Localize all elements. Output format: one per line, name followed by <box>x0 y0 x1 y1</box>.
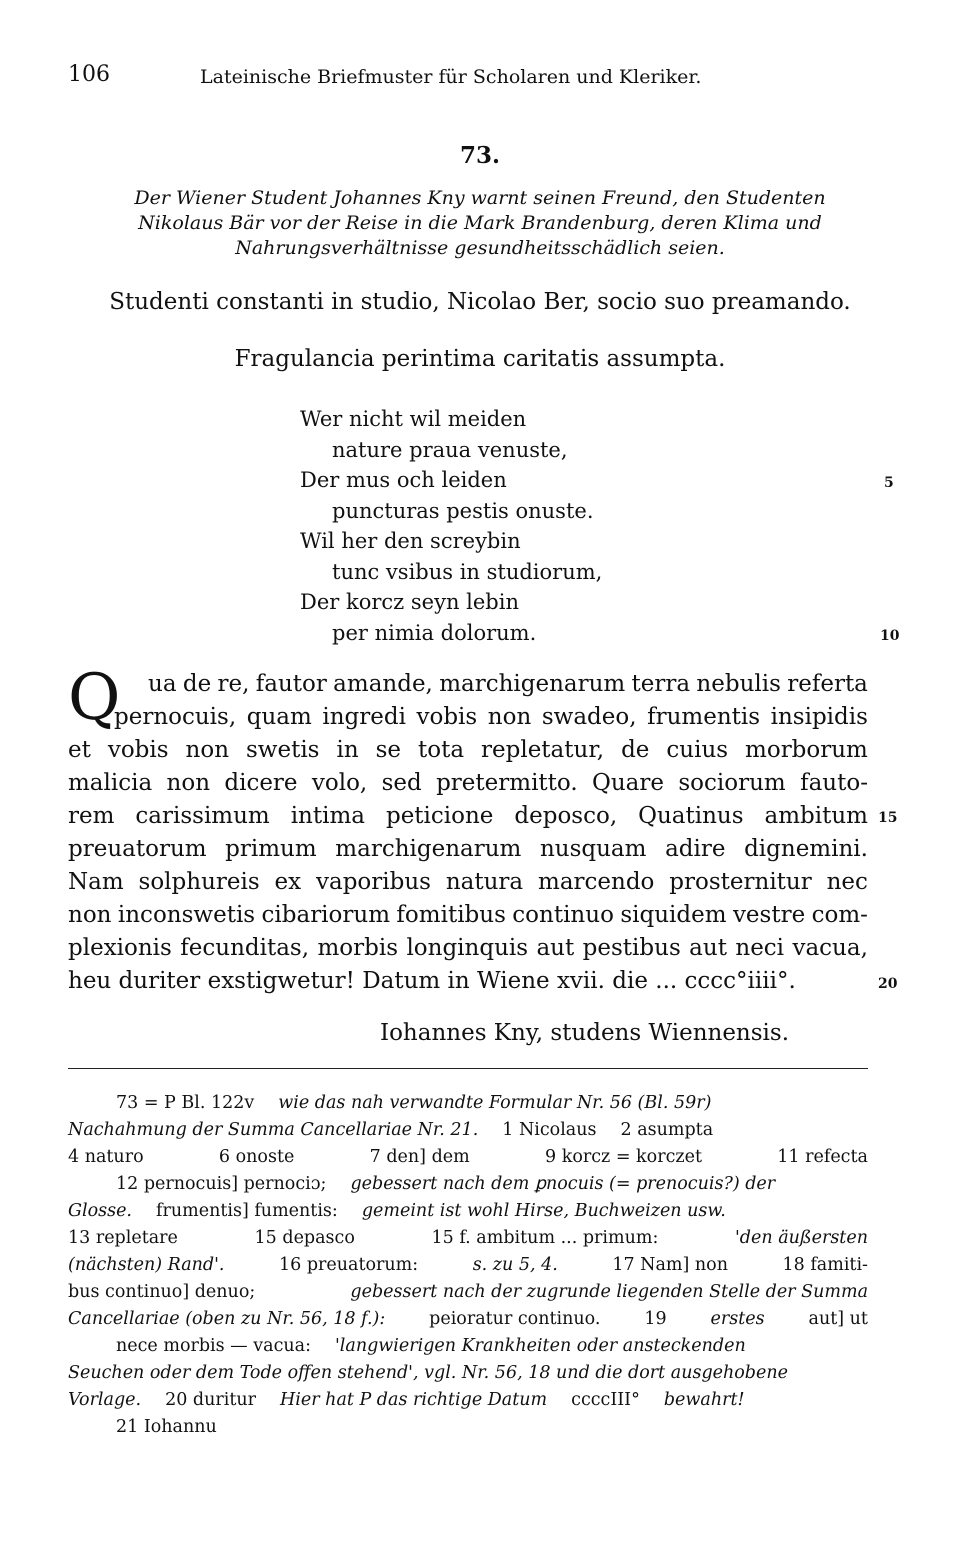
body-word: de <box>182 671 212 697</box>
body-word: Quare <box>592 770 665 796</box>
summary-line: Nikolaus Bär vor der Reise in die Mark Brandenburg, deren Klima und <box>138 212 822 234</box>
footnote-text: bus continuo] denuo; <box>68 1282 256 1302</box>
footnote-line <box>68 1252 868 1279</box>
body-word: swetis <box>245 737 320 763</box>
footnote-text: frumentis] fumentis: <box>156 1201 338 1221</box>
body-word: sed <box>381 770 422 796</box>
footnote-text: 15 depasco <box>254 1228 355 1248</box>
letter-body <box>68 661 868 998</box>
poem-verse: Wil her den screybin <box>300 529 521 553</box>
footnote-text: 21 Iohannu <box>116 1417 217 1437</box>
body-word: fauto- <box>800 770 868 796</box>
body-word: frumentis <box>647 704 761 730</box>
footnote-text: erstes <box>710 1309 765 1329</box>
body-word: aut <box>536 935 575 961</box>
summary-line: Der Wiener Student Johannes Kny warnt seinen Freund, den Studenten <box>134 187 826 209</box>
body-line <box>68 899 868 932</box>
body-word: non <box>185 737 230 763</box>
body-word: swadeo, <box>541 704 637 730</box>
body-word: quam <box>246 704 312 730</box>
footnote-text: Seuchen oder dem Tode offen stehend', vgl. Nr. 56, 18 und die dort ausgehobene <box>68 1363 788 1383</box>
body-word: pretermitto. <box>436 770 578 796</box>
footnote-line <box>68 1171 868 1198</box>
footnote-text: (nächsten) Rand'. <box>68 1255 225 1275</box>
body-word: sociorum <box>678 770 786 796</box>
body-word: cibariorum <box>261 902 391 928</box>
footnote-text: 7 den] dem <box>369 1147 470 1167</box>
body-word: marchigenarum <box>439 671 626 697</box>
footnote-rule <box>68 1068 868 1069</box>
footnote-line <box>68 1225 868 1252</box>
body-word: nebulis <box>696 671 781 697</box>
footnote-text: s. zu 5, 4. <box>472 1255 558 1275</box>
body-word: vobis <box>416 704 478 730</box>
body-word: nec <box>826 869 868 895</box>
footnote-text: gebessert nach dem ꝑnocuis (= prenocuis?) der <box>350 1174 776 1194</box>
footnote-text: 20 duritur <box>165 1390 257 1410</box>
body-word: amande, <box>333 671 433 697</box>
body-word: rem <box>68 803 115 829</box>
footnote-text: 11 refecta <box>777 1147 868 1167</box>
body-word: fomitibus <box>396 902 506 928</box>
poem <box>300 404 800 648</box>
footnote-text: 2 asumpta <box>620 1120 714 1140</box>
footnote-line <box>68 1279 868 1306</box>
body-line <box>68 800 868 833</box>
body-word: neci <box>735 935 785 961</box>
running-title: Lateinische Briefmuster für Scholaren und Kleriker. <box>200 66 702 88</box>
footnote-text: nece morbis — vacua: <box>116 1336 311 1356</box>
body-word: marcendo <box>538 869 655 895</box>
body-word: solphureis <box>138 869 260 895</box>
body-word: marchigenarum <box>335 836 522 862</box>
poem-verse: Der mus och leiden <box>300 468 507 492</box>
body-word: morborum <box>745 737 868 763</box>
poem-verse: tunc vsibus in studiorum, <box>332 559 603 584</box>
body-word: preuatorum <box>68 836 207 862</box>
body-word: et <box>68 737 91 763</box>
body-word: vaporibus <box>316 869 431 895</box>
footnote-text: gebessert nach der zugrunde liegenden Stelle der Summa <box>350 1282 868 1302</box>
footnote-text: 18 famiti- <box>782 1255 868 1275</box>
page-number: 106 <box>68 62 110 87</box>
body-word: ex <box>274 869 302 895</box>
line-number: 20 <box>878 976 898 992</box>
footnote-text: 12 pernocuis] pernociɔ; <box>116 1174 327 1194</box>
footnote-line <box>68 1414 868 1441</box>
body-word: carissimum <box>135 803 270 829</box>
body-word: peticione <box>385 803 494 829</box>
summary-line: Nahrungsverhältnisse gesundheitsschädlich seien. <box>235 237 725 259</box>
body-word: natura <box>445 869 524 895</box>
body-word: fecunditas, <box>180 935 310 961</box>
body-line <box>68 701 868 734</box>
footnote-text: 16 preuatorum: <box>279 1255 419 1275</box>
line-number: 5 <box>884 475 894 491</box>
poem-verse: Der korcz seyn lebin <box>300 590 519 614</box>
body-word: dicere <box>224 770 298 796</box>
letter-number: 73. <box>459 142 500 169</box>
body-word: insipidis <box>770 704 868 730</box>
footnote-text: 19 <box>644 1309 667 1329</box>
body-word: continuo <box>512 902 614 928</box>
footnote-text: 13 repletare <box>68 1228 178 1248</box>
footnote-text: wie das nah verwandte Formular Nr. 56 (Bl. 59r) <box>278 1093 712 1113</box>
body-word: Nam <box>68 869 124 895</box>
body-word: prosternitur <box>669 869 812 895</box>
body-word: terra <box>631 671 691 697</box>
poem-verse: per nimia dolorum. <box>332 620 537 645</box>
footnote-line <box>68 1090 868 1117</box>
body-word: non <box>166 770 211 796</box>
body-word: volo, <box>311 770 368 796</box>
body-word: deposco, <box>514 803 618 829</box>
footnote-text: Cancellariae (oben zu Nr. 56, 18 f.): <box>68 1309 386 1329</box>
body-word: intima <box>290 803 365 829</box>
letter-salutation: Fragulancia perintima caritatis assumpta. <box>234 346 726 372</box>
poem-verse: puncturas pestis onuste. <box>332 498 594 523</box>
body-word: primum <box>225 836 317 862</box>
body-word: dignemini. <box>744 836 868 862</box>
letter-address: Studenti constanti in studio, Nicolao Ber, socio suo preamando. <box>109 289 851 315</box>
body-word: tota <box>418 737 465 763</box>
footnote-text: 'langwierigen Krankheiten oder ansteckenden <box>334 1336 746 1356</box>
footnote-line <box>68 1306 868 1333</box>
body-word: se <box>375 737 402 763</box>
footnote-text: peioratur continuo. <box>429 1309 601 1329</box>
footnote-text: Nachahmung der Summa Cancellariae Nr. 21. <box>68 1120 479 1140</box>
footnote-text: 17 Nam] non <box>612 1255 728 1275</box>
footnote-text: Hier hat P das richtige Datum <box>280 1390 548 1410</box>
body-word: repletatur, <box>481 737 605 763</box>
footnote-text: 'den äußersten <box>735 1228 868 1248</box>
body-word: nusquam <box>539 836 647 862</box>
body-word: in <box>336 737 359 763</box>
poem-verse: Wer nicht wil meiden <box>300 407 527 431</box>
body-word: fautor <box>255 671 327 697</box>
body-word: aut <box>689 935 727 961</box>
body-word: cuius <box>666 737 729 763</box>
body-word: morbis <box>317 935 399 961</box>
letter-summary <box>90 186 870 261</box>
body-word: non <box>487 704 532 730</box>
body-line <box>68 866 868 899</box>
body-word: referta <box>787 671 868 697</box>
footnote-text: 6 onoste <box>218 1147 295 1167</box>
body-word: longinquis <box>406 935 529 961</box>
footnote-text: bewahrt! <box>663 1390 745 1410</box>
footnote-line <box>68 1360 868 1387</box>
body-word: malicia <box>68 770 153 796</box>
footnote-text: 9 korcz = korczet <box>545 1147 702 1167</box>
body-line <box>68 734 868 767</box>
body-word: vestre <box>732 902 806 928</box>
signature: Iohannes Kny, studens Wiennensis. <box>380 1020 790 1046</box>
body-word: re, <box>217 671 250 697</box>
body-word: plexionis <box>68 935 172 961</box>
body-line <box>68 668 868 701</box>
footnote-line <box>68 1333 868 1360</box>
footnote-text: Vorlage. <box>68 1390 142 1410</box>
line-number: 10 <box>880 628 900 644</box>
footnote-text: 15 f. ambitum ... primum: <box>431 1228 659 1248</box>
body-word: com- <box>811 902 868 928</box>
body-word: Quatinus <box>638 803 744 829</box>
body-line <box>68 767 868 800</box>
footnote-line <box>68 1387 868 1414</box>
footnote-text: 4 naturo <box>68 1147 144 1167</box>
footnote-text: ccccIII° <box>571 1390 640 1410</box>
body-word: vacua, <box>792 935 868 961</box>
body-word: vobis <box>107 737 169 763</box>
footnote-text: Glosse. <box>68 1201 132 1221</box>
footnote-text: 1 Nicolaus <box>502 1120 597 1140</box>
body-word: pestibus <box>582 935 681 961</box>
footnote-line <box>68 1117 868 1144</box>
line-number: 15 <box>878 810 898 826</box>
body-word: pernocuis, <box>114 704 237 730</box>
body-line <box>68 932 868 965</box>
body-line: heu duriter exstigwetur! Datum in Wiene xvii. die ... cccc°iiii°. <box>68 968 796 994</box>
page-header <box>68 62 868 94</box>
footnote-text: gemeint ist wohl Hirse, Buchweizen usw. <box>361 1201 726 1221</box>
body-word: siquidem <box>620 902 727 928</box>
body-word: non <box>68 902 112 928</box>
body-line <box>68 833 868 866</box>
body-word: adire <box>665 836 726 862</box>
footnote-text: 73 = P Bl. 122v <box>116 1093 255 1113</box>
footnote-text: aut] ut <box>808 1309 868 1329</box>
drop-initial: Q <box>68 661 121 735</box>
body-word: ua <box>148 671 177 697</box>
body-word: ambitum <box>764 803 868 829</box>
body-word: ingredi <box>322 704 406 730</box>
body-word: inconswetis <box>117 902 256 928</box>
footnotes <box>68 1090 868 1441</box>
footnote-line <box>68 1198 868 1225</box>
footnote-line <box>68 1144 868 1171</box>
poem-verse: nature praua venuste, <box>332 437 568 462</box>
body-word: de <box>621 737 650 763</box>
